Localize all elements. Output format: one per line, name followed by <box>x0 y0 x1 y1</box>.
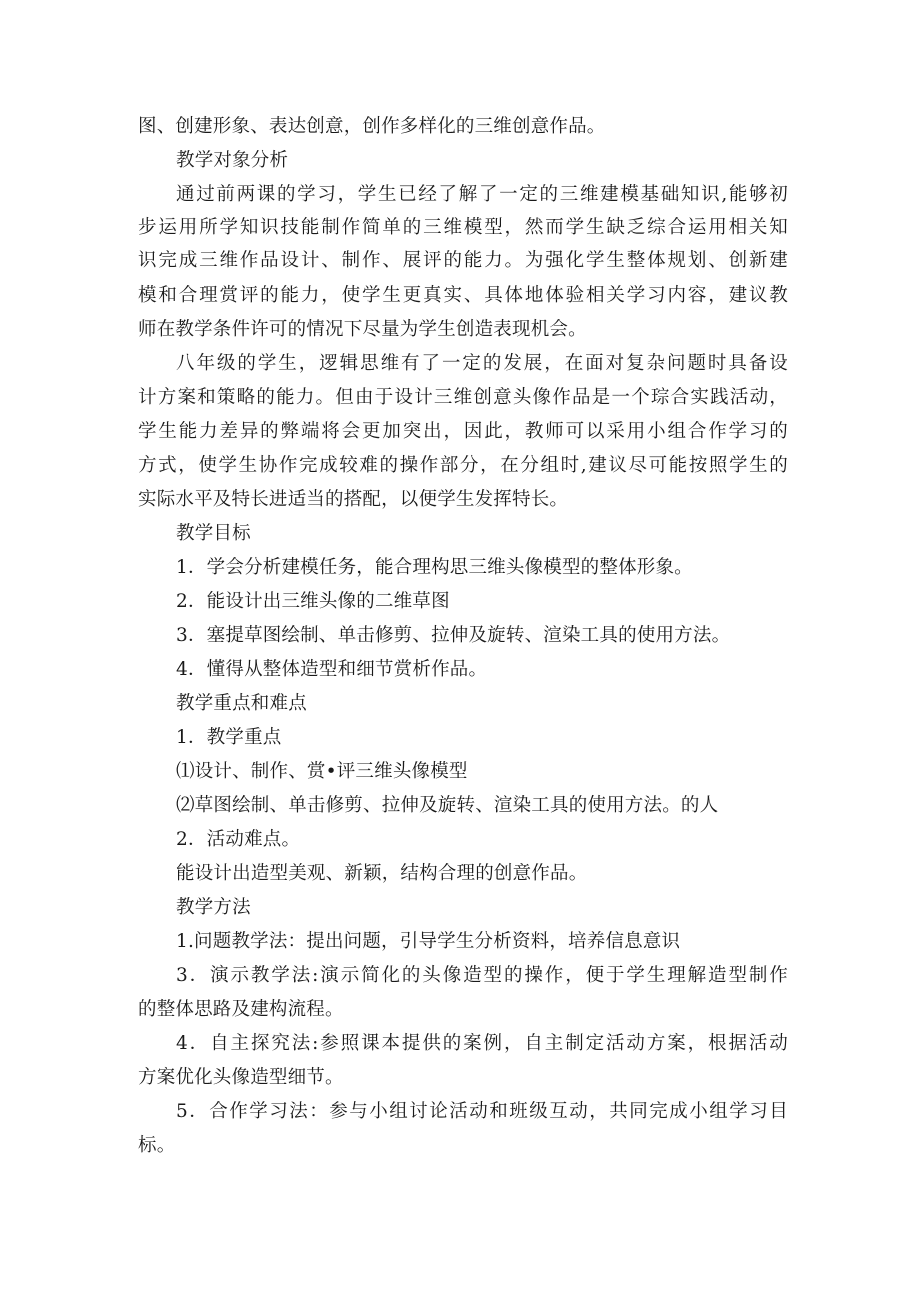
paragraph-line: 识完成三维作品设计、制作、展评的能力。为强化学生整体规划、创新建 <box>138 250 788 271</box>
paragraph-line: 师在教学条件许可的情况下尽量为学生创造表现机会。 <box>138 319 587 340</box>
list-item: 4．自主探究法:参照课本提供的案例，自主制定活动方案，根据活动 <box>176 1033 788 1054</box>
list-item: 1.问题教学法：提出问题，引导学生分析资料，培养信息意识 <box>176 931 681 952</box>
list-item: 3．塞提草图绘制、单击修剪、拉伸及旋转、渲染工具的使用方法。 <box>176 625 731 646</box>
list-item: 3．演示教学法:演示简化的头像造型的操作，便于学生理解造型制作 <box>176 965 788 986</box>
section-heading-key-points: 教学重点和难点 <box>176 693 307 714</box>
list-item: 1．教学重点 <box>176 727 282 748</box>
list-item-continuation: 标。 <box>138 1135 176 1156</box>
paragraph-line: 方式，使学生协作完成较难的操作部分，在分组时,建议尽可能按照学生的 <box>138 455 788 476</box>
section-heading-teaching-methods: 教学方法 <box>176 897 251 918</box>
sub-list-item: ⑴设计、制作、赏•评三维头像模型 <box>176 761 468 782</box>
paragraph-line: 计方案和策略的能力。但由于设计三维创意头像作品是一个琮合实践活动， <box>138 387 788 408</box>
list-item-continuation: 的整体思路及建构流程。 <box>138 999 344 1020</box>
paragraph-line: 实际水平及特长进适当的搭配，以便学生发挥特长。 <box>138 489 569 510</box>
section-heading-learner-analysis: 教学对象分析 <box>176 150 289 171</box>
list-item-continuation: 方案优化头像造型细节。 <box>138 1067 344 1088</box>
text-line: 图、创建形象、表达创意，创作多样化的三维创意作品。 <box>138 116 606 137</box>
paragraph-line: 八年级的学生，逻辑思维有了一定的发展，在面对复杂问题时具备设 <box>176 353 788 374</box>
section-heading-teaching-goals: 教学目标 <box>176 523 251 544</box>
paragraph-line: 模和合理赏评的能力，使学生更真实、具体地体验相关学习内容，建议教 <box>138 285 788 306</box>
text-line: 能设计出造型美观、新颖，结构合理的创意作品。 <box>176 863 588 884</box>
list-item: 2．活动难点。 <box>176 829 301 850</box>
list-item: 1．学会分析建模任务，能合理构思三维头像模型的整体形象。 <box>176 557 693 578</box>
list-item: 5．合作学习法：参与小组讨论活动和班级互动，共同完成小组学习目 <box>176 1101 788 1122</box>
list-item: 4．懂得从整体造型和细节赏析作品。 <box>176 659 488 680</box>
sub-list-item: ⑵草图绘制、单击修剪、拉伸及旋转、渲染工具的使用方法。的人 <box>176 795 719 816</box>
list-item: 2．能设计出三维头像的二维草图 <box>176 591 450 612</box>
paragraph-line: 学生能力差异的弊端将会更加突出，因此，教师可以采用小组合作学习的 <box>138 421 788 442</box>
paragraph-line: 通过前两课的学习，学生已经了解了一定的三维建模基础知识,能够初 <box>176 184 788 205</box>
paragraph-line: 步运用所学知识技能制作简单的三维模型，然而学生缺乏综合运用相关知 <box>138 217 788 238</box>
